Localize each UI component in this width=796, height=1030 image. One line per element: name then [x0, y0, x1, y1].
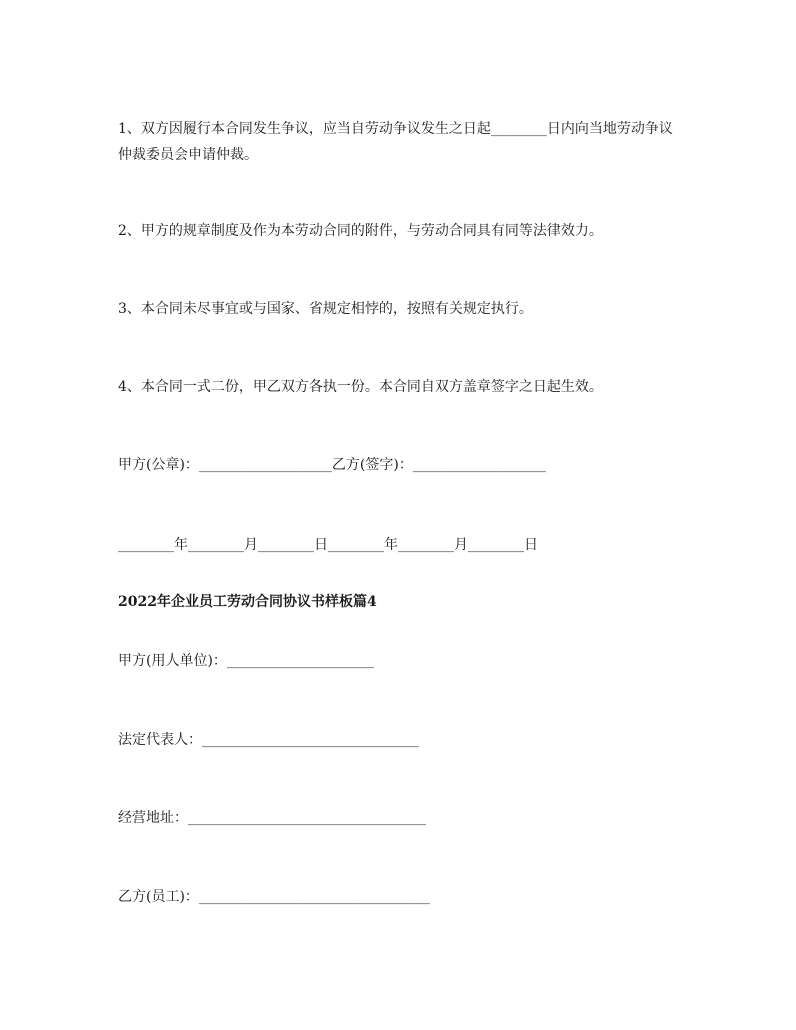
clause-1: 1、双方因履行本合同发生争议，应当自劳动争议发生之日起________日内向当地劳动争议仲裁委员会申请仲裁。	[118, 121, 673, 163]
clause-4: 4、本合同一式二份，甲乙双方各执一份。本合同自双方盖章签字之日起生效。	[118, 379, 603, 395]
party-b-field: 乙方(员工)：_________________________________	[118, 889, 430, 905]
section-title: 2022年企业员工劳动合同协议书样板篇4	[118, 594, 377, 610]
date-line: ________年________月________日________年________月________日	[118, 537, 538, 553]
legal-representative-field: 法定代表人：_______________________________	[118, 732, 419, 748]
party-a-field: 甲方(用人单位)：_____________________	[118, 653, 374, 669]
clause-3: 3、本合同未尽事宜或与国家、省规定相悖的，按照有关规定执行。	[118, 301, 533, 317]
business-address-field: 经营地址：__________________________________	[118, 810, 426, 826]
signature-line: 甲方(公章)：___________________乙方(签字)：___________________	[118, 457, 546, 473]
clause-2: 2、甲方的规章制度及作为本劳动合同的附件，与劳动合同具有同等法律效力。	[118, 223, 603, 239]
